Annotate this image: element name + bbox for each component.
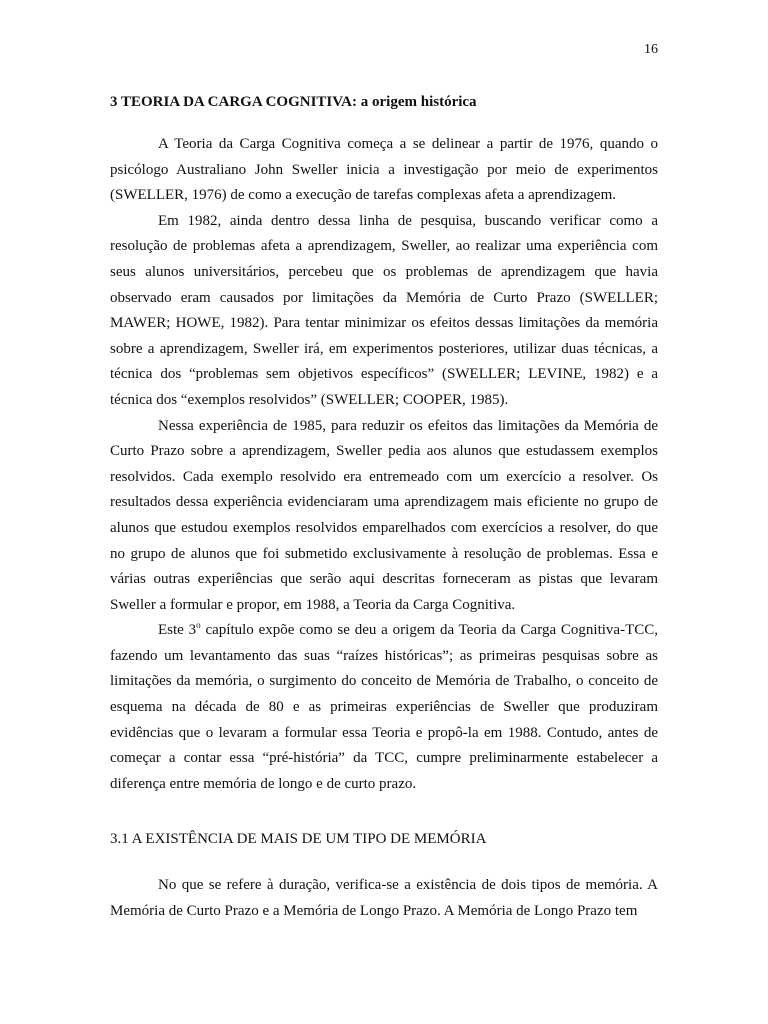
paragraph-2: Em 1982, ainda dentro dessa linha de pesquisa, buscando verificar como a resolução de problemas afeta a aprendizagem, Sweller, ao realizar uma experiência com seus alunos universitários, percebeu que os problemas de aprendizagem que havia observado eram causados por limitações da Memória de Curto Prazo (SWELLER; MAWER; HOWE, 1982). Para tentar minimizar os efeitos dessas limitações da memória sobre a aprendizagem, Sweller irá, em experimentos posteriores, utilizar duas técnicas, a técnica dos “problemas sem objetivos específicos” (SWELLER; LEVINE, 1982) e a técnica dos “exemplos resolvidos” (SWELLER; COOPER, 1985). bbox=[110, 212, 658, 408]
chapter-heading-subtitle: a origem histórica bbox=[357, 94, 477, 110]
paragraph-4 bbox=[110, 618, 658, 797]
paragraph-3: Nessa experiência de 1985, para reduzir os efeitos das limitações da Memória de Curto Prazo sobre a aprendizagem, Sweller pedia aos alunos que estudassem exemplos resolvidos. Cada exemplo resolvido era entremeado com um exercício a resolver. Os resultados dessa experiência evidenciaram uma aprendizagem mais eficiente no grupo de alunos que estudou exemplos resolvidos emparelhados com exercícios a resolver, do que no grupo de alunos que foi submetido exclusivamente à resolução de problemas. Essa e várias outras experiências que serão aqui descritas forneceram as pistas que levaram Sweller a formular e propor, em 1988, a Teoria da Carga Cognitiva. bbox=[110, 417, 658, 613]
paragraph-1: A Teoria da Carga Cognitiva começa a se delinear a partir de 1976, quando o psicólogo Australiano John Sweller inicia a investigação por meio de experimentos (SWELLER, 1976) de como a execução de tarefas complexas afeta a aprendizagem. bbox=[110, 136, 658, 204]
chapter-heading bbox=[110, 90, 658, 114]
paragraph-4-rest: capítulo expõe como se deu a origem da Teoria da Carga Cognitiva-TCC, fazendo um levantamento das suas “raízes históricas”; as primeiras pesquisas sobre as limitações da memória, o surgimento do conceito de Memória de Trabalho, o conceito de esquema na década de 80 e as primeiras experiências de Sweller que produziram evidências que o levaram a formular essa Teoria e propô-la em 1988. Contudo, antes de começar a contar essa “pré-história” da TCC, cumpre preliminarmente estabelecer a diferença entre memória de longo e de curto prazo. bbox=[110, 622, 658, 792]
page-number: 16 bbox=[644, 42, 658, 57]
chapter-heading-bold: 3 TEORIA DA CARGA COGNITIVA: bbox=[110, 94, 357, 110]
page-content bbox=[110, 90, 658, 925]
section-heading: 3.1 A EXISTÊNCIA DE MAIS DE UM TIPO DE MEMÓRIA bbox=[110, 831, 487, 848]
section-paragraph: No que se refere à duração, verifica-se a existência de dois tipos de memória. A Memória de Curto Prazo e a Memória de Longo Prazo. A Memória de Longo Prazo tem bbox=[110, 877, 658, 920]
ordinal-superscript: o bbox=[196, 620, 201, 631]
paragraph-4-start: Este 3 bbox=[158, 622, 197, 639]
